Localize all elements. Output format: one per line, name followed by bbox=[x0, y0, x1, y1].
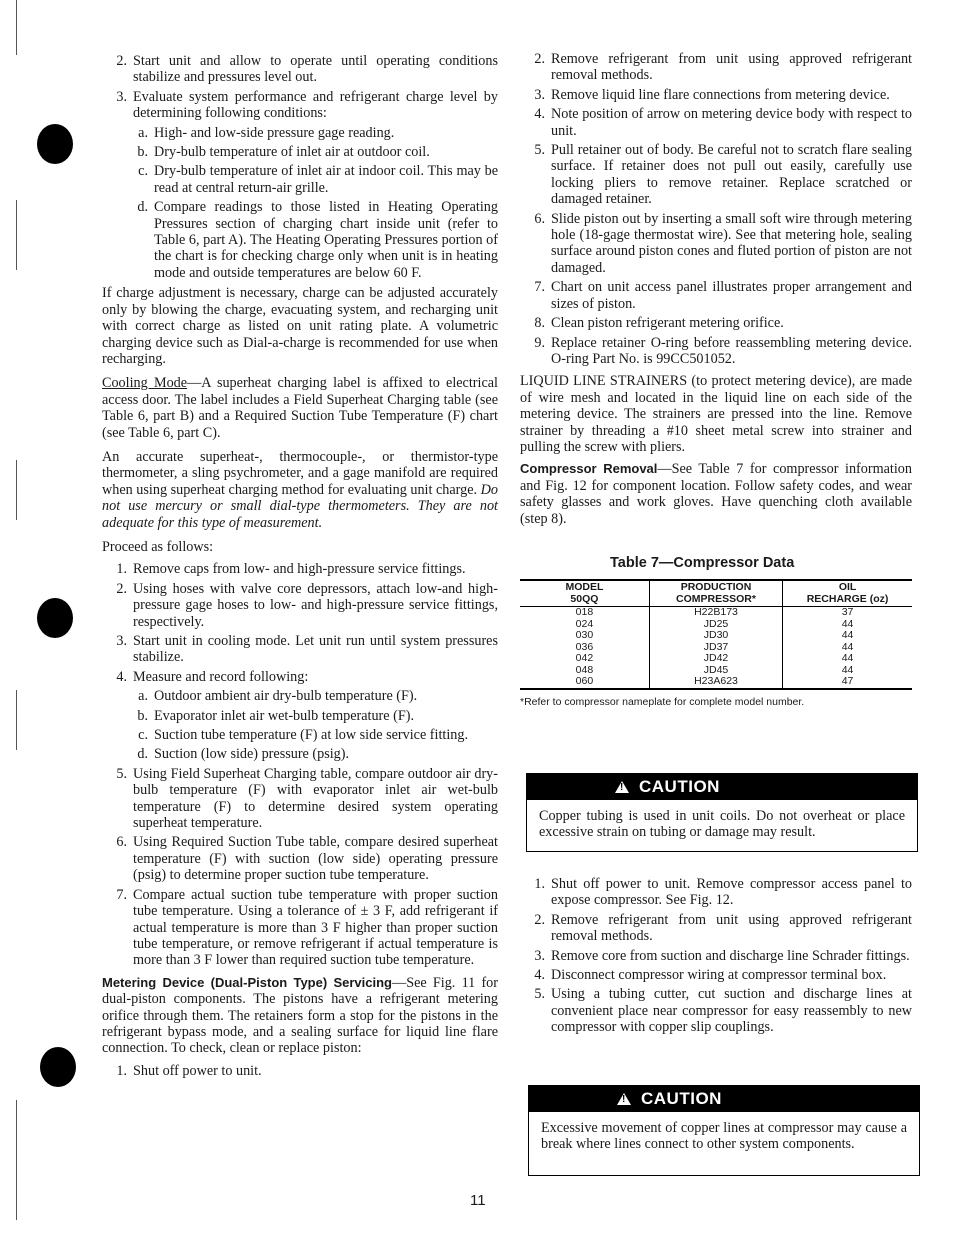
table-title: Table 7—Compressor Data bbox=[610, 554, 795, 571]
list-item-text: Disconnect compressor wiring at compressor terminal box. bbox=[551, 967, 887, 984]
caution-text: Excessive movement of copper lines at compressor may cause a break where lines connect to other system components. bbox=[541, 1120, 907, 1153]
charge-adjustment-paragraph: If charge adjustment is necessary, charge can be adjusted accurately only by blowing the charge, evacuating system, and recharging unit with correct charge as listed on unit rating plate. A volumetric charging device such as Dial-a-charge is recommended for use when recharging. bbox=[102, 285, 498, 367]
thermometer-text: An accurate superheat-, thermocouple-, or thermistor-type thermometer, a sling psychrometer, and a gage manifold are required when using superheat charging method for evaluating unit charge. bbox=[102, 448, 498, 498]
table-cell: 44 bbox=[841, 617, 854, 630]
column-header: RECHARGE (oz) bbox=[806, 592, 889, 605]
list-item bbox=[102, 669, 498, 685]
list-item-number: c. bbox=[138, 163, 148, 180]
list-item-text: Remove refrigerant from unit using approved refrigerant removal methods. bbox=[551, 911, 912, 945]
list-item-number: a. bbox=[138, 124, 148, 141]
list-item-number: 3. bbox=[116, 88, 127, 105]
list-item bbox=[132, 727, 498, 743]
list-item bbox=[520, 87, 912, 103]
list-item-number: 5. bbox=[534, 986, 545, 1003]
list-item bbox=[520, 315, 912, 331]
list-item-number: a. bbox=[138, 688, 148, 705]
compressor-data-table bbox=[520, 579, 912, 690]
list-item-number: 3. bbox=[534, 86, 545, 103]
list-item-number: 9. bbox=[534, 334, 545, 351]
list-item-text: High- and low-side pressure gage reading. bbox=[154, 124, 395, 141]
steps-list bbox=[520, 876, 912, 1036]
list-item-text: Start unit in cooling mode. Let unit run until system pressures stabilize. bbox=[133, 633, 498, 666]
sub-steps-list bbox=[102, 688, 498, 763]
list-item-number: 2. bbox=[116, 53, 127, 69]
caution-header bbox=[527, 774, 917, 800]
caution-header bbox=[529, 1086, 919, 1112]
cooling-mode-paragraph bbox=[102, 375, 498, 441]
table-cell: JD45 bbox=[649, 665, 782, 677]
list-item-text: Using Field Superheat Charging table, compare outdoor air dry-bulb temperature (F) with evaporator inlet air wet-bulb temperature (F) to determine desired system operating superheat temperature. bbox=[133, 765, 498, 832]
list-item-text: Remove caps from low- and high-pressure service fittings. bbox=[133, 561, 466, 578]
list-item bbox=[520, 279, 912, 312]
list-item-number: b. bbox=[137, 144, 148, 161]
list-item bbox=[132, 708, 498, 724]
table-cell: 024 bbox=[520, 619, 649, 631]
list-item-number: 3. bbox=[534, 947, 545, 964]
table-cell: 37 bbox=[841, 606, 854, 619]
compressor-steps bbox=[520, 876, 912, 1039]
list-item-number: d. bbox=[137, 199, 148, 216]
list-item-text: Slide piston out by inserting a small soft wire through metering hole (18-gage thermostat wire). See that metering hole, sealing surface around piston cones and fluted portion of piston are not damaged. bbox=[551, 210, 912, 276]
list-item-text: Replace retainer O-ring before reassembling metering device. O-ring Part No. is 99CC501052. bbox=[551, 334, 912, 367]
list-item bbox=[102, 887, 498, 969]
sub-steps-list bbox=[102, 125, 498, 282]
thermometer-paragraph bbox=[102, 449, 498, 531]
column-header: MODEL bbox=[565, 581, 604, 594]
table-cell: 048 bbox=[520, 665, 649, 677]
margin-line bbox=[16, 200, 17, 270]
margin-line bbox=[16, 1100, 17, 1220]
list-item bbox=[520, 948, 912, 964]
list-item-text: Shut off power to unit. bbox=[133, 1062, 262, 1079]
list-item-text: Note position of arrow on metering device body with respect to unit. bbox=[551, 106, 912, 139]
left-column bbox=[102, 53, 498, 1082]
list-item-text: Evaluate system performance and refrigerant charge level by determining following conditions: bbox=[133, 88, 498, 122]
list-item bbox=[102, 633, 498, 666]
table-cell: JD42 bbox=[649, 653, 782, 665]
list-item-text: Suction tube temperature (F) at low side service fitting. bbox=[154, 727, 469, 744]
list-item-text: Remove refrigerant from unit using approved refrigerant removal methods. bbox=[551, 51, 912, 84]
list-item-number: 1. bbox=[534, 876, 545, 892]
table-cell: JD30 bbox=[649, 630, 782, 642]
list-item bbox=[132, 746, 498, 762]
list-item-text: Chart on unit access panel illustrates proper arrangement and sizes of piston. bbox=[551, 279, 912, 312]
list-item bbox=[102, 834, 498, 883]
steps-list bbox=[102, 53, 498, 122]
caution-text: Copper tubing is used in unit coils. Do not overheat or place excessive strain on tubing or damage may result. bbox=[539, 808, 905, 841]
cooling-mode-text: —A superheat charging label is affixed to electrical access door. The label includes a Field Superheat Charging table (see Table 6, part B) and a Required Suction Tube Temperature (F) chart (see Table 6, part C). bbox=[102, 375, 498, 441]
table-cell: 44 bbox=[841, 663, 854, 676]
proceed-text: Proceed as follows: bbox=[102, 538, 214, 555]
table-cell: H22B173 bbox=[649, 607, 782, 619]
list-item-text: Using a tubing cutter, cut suction and discharge lines at convenient place near compressor for easy reassembly to new compressor with copper slip couplings. bbox=[551, 986, 912, 1036]
table-cell: JD25 bbox=[649, 619, 782, 631]
list-item bbox=[132, 199, 498, 281]
compressor-removal-text: —See Table 7 for compressor information and Fig. 12 for component location. Follow safety codes, and wear safety glasses and work gloves. Have quenching cloth available (step 8). bbox=[520, 461, 912, 527]
list-item-number: 1. bbox=[116, 561, 127, 578]
column-header: OIL bbox=[838, 581, 857, 594]
list-item-number: 5. bbox=[534, 142, 545, 159]
table-cell: 44 bbox=[841, 629, 854, 642]
list-item-text: Remove core from suction and discharge line Schrader fittings. bbox=[551, 947, 910, 964]
steps-list bbox=[520, 51, 912, 367]
list-item-text: Dry-bulb temperature of inlet air at indoor coil. This may be read at central return-air grille. bbox=[154, 163, 498, 196]
list-item bbox=[102, 1063, 498, 1079]
list-item bbox=[102, 561, 498, 577]
list-item-text: Suction (low side) pressure (psig). bbox=[154, 746, 350, 763]
table-cell: 018 bbox=[520, 607, 649, 619]
metering-device-heading: Metering Device (Dual-Piston Type) Servicing bbox=[102, 974, 392, 990]
list-item bbox=[132, 163, 498, 196]
list-item-text: Using Required Suction Tube table, compare desired superheat temperature (F) with suction (low side) operating pressure (psig) to determine proper suction tube temperature. bbox=[133, 834, 498, 884]
punch-hole-middle bbox=[37, 598, 73, 638]
list-item-number: 2. bbox=[116, 580, 127, 597]
table-cell: 042 bbox=[520, 653, 649, 665]
table-cell: 47 bbox=[783, 676, 912, 689]
list-item-number: 5. bbox=[116, 765, 127, 782]
thermometer-warning: Do not use mercury or small dial-type thermometers. They are not adequate for this type of measurement. bbox=[102, 481, 499, 531]
list-item bbox=[520, 142, 912, 208]
list-item-text: Start unit and allow to operate until operating conditions stabilize and pressures level out. bbox=[133, 53, 498, 86]
list-item-number: 4. bbox=[534, 106, 545, 123]
table-cell: 44 bbox=[841, 652, 854, 665]
table-cell: 060 bbox=[520, 676, 649, 689]
caution-box bbox=[528, 1085, 920, 1176]
list-item-number: 2. bbox=[534, 51, 545, 67]
list-item-number: 7. bbox=[116, 886, 127, 903]
column-header: 50QQ bbox=[570, 592, 599, 605]
list-item bbox=[520, 912, 912, 945]
list-item bbox=[102, 53, 498, 86]
list-item bbox=[520, 211, 912, 277]
compressor-removal-heading: Compressor Removal bbox=[520, 461, 658, 477]
table-cell: 030 bbox=[520, 630, 649, 642]
list-item bbox=[520, 106, 912, 139]
list-item bbox=[520, 335, 912, 368]
list-item bbox=[102, 89, 498, 122]
caution-label: CAUTION bbox=[641, 1089, 722, 1108]
table-header-row bbox=[520, 580, 912, 607]
column-header: PRODUCTION bbox=[680, 581, 752, 594]
steps-list bbox=[102, 561, 498, 685]
list-item-number: 8. bbox=[534, 315, 545, 332]
compressor-removal-paragraph bbox=[520, 461, 912, 527]
table-cell: 44 bbox=[841, 640, 854, 653]
list-item-text: Clean piston refrigerant metering orifice. bbox=[551, 315, 784, 332]
list-item bbox=[132, 688, 498, 704]
steps-list bbox=[102, 766, 498, 969]
list-item-text: Shut off power to unit. Remove compressor access panel to expose compressor. See Fig. 12. bbox=[551, 876, 912, 909]
list-item bbox=[520, 967, 912, 983]
caution-box bbox=[526, 773, 918, 852]
right-column bbox=[520, 51, 912, 710]
metering-device-text: —See Fig. 11 for dual-piston components. The pistons have a refrigerant metering orifice through them. The retainers form a stop for the pistons in the refrigerant bypass mode, and a sealing surface for liquid line flare connection. To check, clean or replace piston: bbox=[102, 974, 498, 1057]
warning-triangle-icon bbox=[617, 1093, 631, 1105]
list-item-text: Dry-bulb temperature of inlet air at outdoor coil. bbox=[154, 144, 430, 161]
list-item-text: Outdoor ambient air dry-bulb temperature (F). bbox=[154, 688, 418, 705]
list-item-number: 6. bbox=[534, 210, 545, 227]
list-item-number: c. bbox=[138, 727, 148, 744]
cooling-mode-label: Cooling Mode bbox=[102, 375, 188, 392]
table-cell: JD37 bbox=[649, 642, 782, 654]
list-item-text: Pull retainer out of body. Be careful not to scratch flare sealing surface. If retainer does not pull out easily, carefully use locking pliers to remove retainer. Replace scratched or damaged retainer. bbox=[551, 142, 912, 208]
page-number: 11 bbox=[470, 1192, 486, 1209]
margin-line bbox=[16, 460, 17, 520]
list-item-number: 6. bbox=[116, 834, 127, 851]
list-item bbox=[520, 876, 912, 909]
caution-label: CAUTION bbox=[639, 777, 720, 796]
list-item-number: 2. bbox=[534, 911, 545, 928]
warning-triangle-icon bbox=[615, 781, 629, 793]
list-item-text: Compare readings to those listed in Heating Operating Pressures section of charging chart inside unit (refer to Table 6, part A). The Heating Operating Pressures portion of the chart is for checking charge only when unit is in heating mode and outside temperatures are below 60 F. bbox=[154, 199, 498, 281]
list-item-text: Evaporator inlet air wet-bulb temperature (F). bbox=[154, 707, 415, 724]
list-item-text: Compare actual suction tube temperature with proper suction tube temperature. Using a tolerance of ± 3 F, add refrigerant if actual temperature is more than 3 F higher than proper suction tube temperature, or remove refrigerant if actual temperature is more than 3 F lower than required suction tube temperature. bbox=[133, 886, 498, 969]
list-item-number: 1. bbox=[116, 1062, 127, 1079]
table-cell: 036 bbox=[520, 642, 649, 654]
list-item bbox=[102, 766, 498, 832]
list-item-number: 3. bbox=[116, 633, 127, 649]
punch-hole-bottom bbox=[40, 1047, 76, 1087]
list-item-number: 4. bbox=[534, 967, 545, 984]
margin-line bbox=[16, 690, 17, 750]
table-footnote: *Refer to compressor nameplate for complete model number. bbox=[520, 695, 805, 708]
table-cell: H23A623 bbox=[649, 676, 782, 689]
margin-line bbox=[16, 0, 17, 55]
list-item bbox=[132, 144, 498, 160]
list-item-text: Using hoses with valve core depressors, attach low-and high-pressure gage hoses to low- and high-pressure service fittings, respectively. bbox=[133, 580, 498, 630]
table-row bbox=[520, 676, 912, 689]
liquid-line-strainers-paragraph: LIQUID LINE STRAINERS (to protect metering device), are made of wire mesh and located in the liquid line on each side of the metering device. The strainers are pressed into the line. Remove strainer by threading a #10 sheet metal screw into strainer and pulling the screw with pliers. bbox=[520, 373, 912, 455]
list-item bbox=[520, 986, 912, 1035]
list-item-number: d. bbox=[137, 746, 148, 763]
list-item-number: b. bbox=[137, 707, 148, 724]
punch-hole-top bbox=[37, 124, 73, 164]
list-item-text: Measure and record following: bbox=[133, 668, 309, 685]
list-item-number: 7. bbox=[534, 279, 545, 296]
list-item-number: 4. bbox=[116, 668, 127, 685]
column-header: COMPRESSOR* bbox=[676, 592, 756, 605]
list-item-text: Remove liquid line flare connections from metering device. bbox=[551, 86, 890, 103]
list-item bbox=[102, 581, 498, 630]
list-item bbox=[520, 51, 912, 84]
metering-device-paragraph bbox=[102, 975, 498, 1057]
steps-list bbox=[102, 1063, 498, 1079]
list-item bbox=[132, 125, 498, 141]
